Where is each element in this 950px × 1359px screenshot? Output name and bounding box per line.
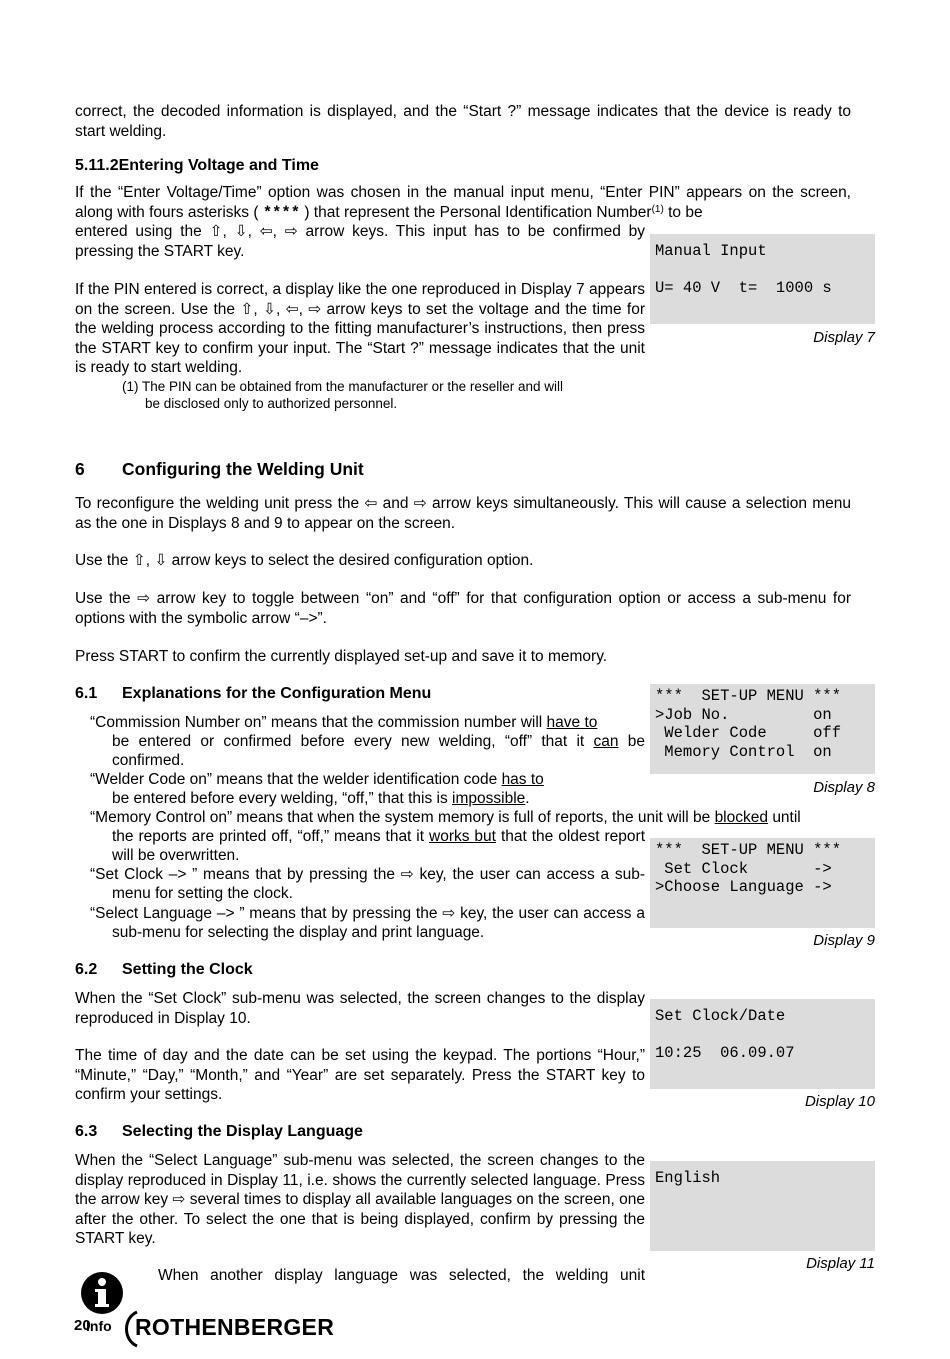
list-item-commission-number: “Commission Number on” means that the commission number will have to be entered or confirmed before every new welding, “off” that it can be confirmed. [90, 714, 646, 769]
section-6-2-paragraph-2: The time of day and the date can be set using the keypad. The portions “Hour,” “Minute,” “Day,” “Month,” and “Year” are set separately. Press the START key to confirm your settings. [75, 1047, 645, 1103]
info-paragraph: When another display language was selected, the welding unit [158, 1267, 645, 1284]
pin-asterisks: **** [262, 203, 301, 222]
pin-paragraph-continued: entered using the ⇧, ⇩, ⇦, ⇨ arrow keys. This input has to be confirmed by pressing the START key. [75, 223, 645, 260]
info-label: Info [86, 1318, 112, 1334]
display-9-screen: *** SET-UP MENU *** Set Clock -> >Choose Language -> [650, 838, 875, 928]
display-7-screen: Manual Input U= 40 V t= 1000 s [650, 234, 875, 324]
display-8-screen: *** SET-UP MENU *** >Job No. on Welder Code off Memory Control on [650, 684, 875, 774]
display-10-screen: Set Clock/Date 10:25 06.09.07 [650, 999, 875, 1089]
list-item-select-language: “Select Language –> ” means that by pressing the ⇨ key, the user can access a sub-menu for selecting the display and print language. [90, 905, 645, 941]
section-6-paragraph-3: Use the ⇨ arrow key to toggle between “on” and “off” for that configuration option or access a sub-menu for options with the symbolic arrow “–>”. [75, 590, 851, 627]
display-11-caption: Display 11 [806, 1255, 875, 1272]
section-6-1-heading [75, 685, 431, 703]
section-6-paragraph-1: To reconfigure the welding unit press the ⇦ and ⇨ arrow keys simultaneously. This will cause a selection menu as the one in Displays 8 and 9 to appear on the screen. [75, 495, 851, 532]
section-number: 6.2 [75, 961, 98, 978]
pin-paragraph-intro: If the “Enter Voltage/Time” option was chosen in the manual input menu, “Enter PIN” appears on the screen, along with fours asterisks ( **** ) that represent the Personal Identification Number$^{(1)}$ to be [75, 184, 851, 222]
display-7-caption: Display 7 [813, 329, 875, 346]
footnote: (1) The PIN can be obtained from the manufacturer or the reseller and will be disclosed only to authorized personnel. [122, 379, 563, 411]
section-6-3-heading [75, 1123, 363, 1141]
voltage-time-paragraph: If the PIN entered is correct, a display like the one reproduced in Display 7 appears on the screen. Use the ⇧, ⇩, ⇦, ⇨ arrow keys to set the voltage and the time for the welding process according to the fitting manufacturer’s instructions, then press the START key to confirm your input. The “Start ?” message indicates that the unit is ready to start welding. [75, 281, 645, 376]
section-title: Entering Voltage and Time [118, 157, 319, 174]
list-item-memory-control: “Memory Control on” means that when the system memory is full of reports, the unit will be blocked until the reports are printed off, “off,” means that it works but that the oldest report will be overwritten. [90, 809, 801, 864]
section-6-paragraph-4: Press START to confirm the currently displayed set-up and save it to memory. [75, 648, 608, 665]
display-11-screen: English [650, 1161, 875, 1251]
section-number: 6 [75, 459, 85, 479]
section-title: Explanations for the Configuration Menu [122, 685, 432, 702]
section-6-3-paragraph-1: When the “Select Language” sub-menu was selected, the screen changes to the display reproduced in Display 11, i.e. shows the currently selected language. Press the arrow key ⇨ several times to display all available languages on the screen, one after the other. To select the one that is being displayed, confirm by pressing the START key. [75, 1152, 645, 1247]
intro-paragraph: correct, the decoded information is displayed, and the “Start ?” message indicates that the device is ready to start welding. [75, 103, 851, 140]
section-5-11-2-heading [75, 157, 319, 175]
section-6-2-heading [75, 961, 253, 979]
section-number: 6.3 [75, 1123, 98, 1140]
section-6-paragraph-2: Use the ⇧, ⇩ arrow keys to select the desired configuration option. [75, 552, 534, 569]
footnote-ref: (1) [651, 203, 664, 215]
display-9-caption: Display 9 [813, 932, 875, 949]
brand-name: ROTHENBERGER [135, 1314, 335, 1340]
list-item-set-clock: “Set Clock –> ” means that by pressing the ⇨ key, the user can access a sub-menu for setting the clock. [90, 866, 645, 902]
display-10-caption: Display 10 [804, 1093, 875, 1110]
section-6-heading [75, 459, 364, 480]
section-title: Selecting the Display Language [122, 1123, 363, 1140]
section-number: 6.1 [75, 685, 98, 702]
section-number: 5.11.2 [75, 157, 119, 174]
list-item-welder-code: “Welder Code on” means that the welder identification code has to be entered before every welding, “off,” that this is impossible. [90, 771, 544, 807]
section-6-2-paragraph-1: When the “Set Clock” sub-menu was selected, the screen changes to the display reproduced in Display 10. [75, 990, 645, 1027]
page-number: 20 [74, 1317, 91, 1334]
section-title: Setting the Clock [122, 961, 253, 978]
display-8-caption: Display 8 [813, 779, 875, 796]
section-title: Configuring the Welding Unit [122, 459, 364, 479]
